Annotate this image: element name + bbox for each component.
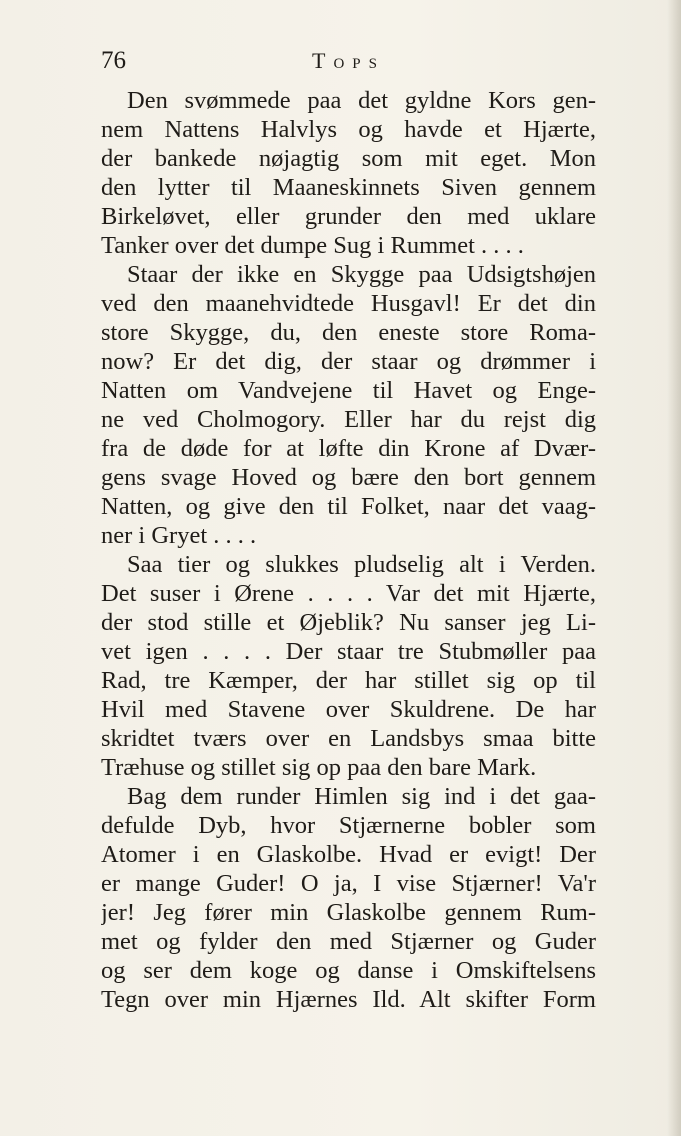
text-line: gens svage Hoved og bære den bort gennem xyxy=(101,464,596,491)
text-line: Hvil med Stavene over Skuldrene. De har xyxy=(101,696,596,723)
running-head-title: Tops xyxy=(312,48,385,73)
text-line: Staar der ikke en Skygge paa Udsigtshøjen xyxy=(127,261,596,288)
text-line: Natten, og give den til Folket, naar det vaag- xyxy=(101,493,596,520)
text-line: der bankede nøjagtig som mit eget. Mon xyxy=(101,145,596,172)
text-line: Bag dem runder Himlen sig ind i det gaa- xyxy=(127,783,596,810)
text-line: Rad, tre Kæmper, der har stillet sig op til xyxy=(101,667,596,694)
text-line: Det suser i Ørene . . . . Var det mit Hjærte, xyxy=(101,580,596,607)
text-line: den lytter til Maaneskinnets Siven gennem xyxy=(101,174,596,201)
text-line: Træhuse og stillet sig op paa den bare Mark. xyxy=(101,754,537,781)
text-line: Tanker over det dumpe Sug i Rummet . . . . xyxy=(101,232,524,259)
text-line: fra de døde for at løfte din Krone af Dvær- xyxy=(101,435,596,462)
page-header xyxy=(101,45,596,77)
text-line: nem Nattens Halvlys og havde et Hjærte, xyxy=(101,116,596,143)
text-line: Natten om Vandvejene til Havet og Enge- xyxy=(101,377,596,404)
text-line: Saa tier og slukkes pludselig alt i Verden. xyxy=(127,551,596,578)
text-line: Den svømmede paa det gyldne Kors gen- xyxy=(127,87,596,114)
text-line: skridtet tværs over en Landsbys smaa bitte xyxy=(101,725,596,752)
text-line: met og fylder den med Stjærner og Guder xyxy=(101,928,596,955)
text-line: ved den maanehvidtede Husgavl! Er det din xyxy=(101,290,596,317)
text-line: Atomer i en Glaskolbe. Hvad er evigt! Der xyxy=(101,841,596,868)
text-line: defulde Dyb, hvor Stjærnerne bobler som xyxy=(101,812,596,839)
text-line: vet igen . . . . Der staar tre Stubmøller paa xyxy=(101,638,596,665)
body-text xyxy=(101,86,596,1014)
text-line: ner i Gryet . . . . xyxy=(101,522,257,549)
page-number: 76 xyxy=(101,47,126,74)
text-line: Birkeløvet, eller grunder den med uklare xyxy=(101,203,596,230)
text-line: der stod stille et Øjeblik? Nu sanser jeg Li- xyxy=(101,609,596,636)
text-line: er mange Guder! O ja, I vise Stjærner! Va'r xyxy=(101,870,596,897)
text-line: now? Er det dig, der staar og drømmer i xyxy=(101,348,596,375)
text-line: og ser dem koge og danse i Omskiftelsens xyxy=(101,957,596,984)
text-line: jer! Jeg fører min Glaskolbe gennem Rum- xyxy=(101,899,596,926)
text-line: ne ved Cholmogory. Eller har du rejst dig xyxy=(101,406,596,433)
page-edge-shadow xyxy=(667,0,681,1136)
text-line: Tegn over min Hjærnes Ild. Alt skifter Form xyxy=(101,986,596,1013)
text-line: store Skygge, du, den eneste store Roma- xyxy=(101,319,596,346)
